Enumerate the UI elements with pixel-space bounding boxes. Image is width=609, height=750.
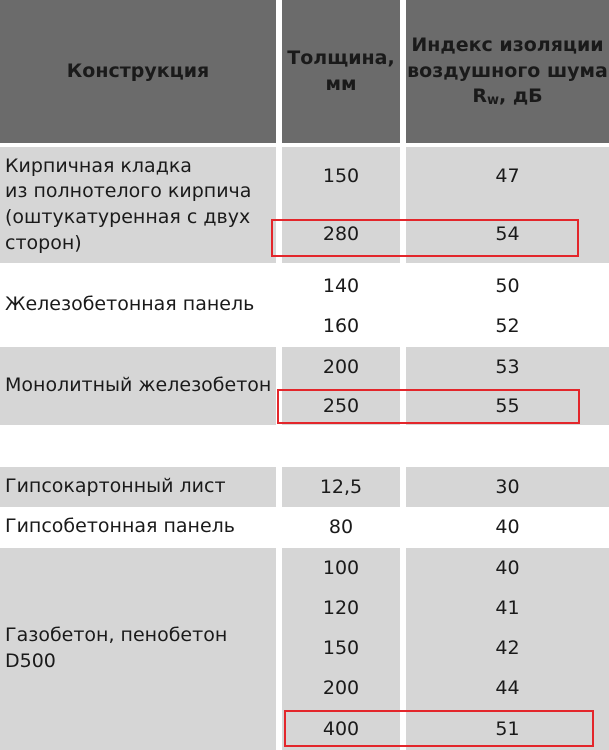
- index-cell: 42: [406, 628, 609, 668]
- index-cell: 51: [406, 708, 609, 750]
- table-row-name: Железобетонная панель: [5, 293, 255, 316]
- header-thickness-line2: мм: [325, 72, 357, 95]
- thickness-cell: 120: [282, 588, 400, 628]
- thickness-cell: 200: [282, 668, 400, 708]
- thickness-cell: 400: [282, 708, 400, 750]
- thickness-cell: 150: [282, 628, 400, 668]
- table-row-name: Монолитный железобетон: [0, 347, 276, 425]
- header-thickness: [282, 0, 400, 143]
- header-index-line2: воздушного шума: [407, 59, 608, 82]
- index-cell: 55: [406, 386, 609, 425]
- index-cell: 52: [495, 315, 520, 337]
- thickness-cell: 150: [282, 147, 400, 205]
- header-thickness-line1: Толщина,: [287, 46, 395, 69]
- index-cell: 40: [406, 548, 609, 588]
- index-cell: 50: [495, 275, 520, 297]
- highlight-box: [284, 710, 594, 747]
- thickness-cell: 250: [282, 386, 400, 425]
- thickness-cell: 200: [282, 347, 400, 386]
- thickness-cell: 80: [328, 516, 354, 538]
- thickness-cell: 100: [282, 548, 400, 588]
- index-cell: 53: [406, 347, 609, 386]
- row-name-multiline: Кирпичная кладка из полнотелого кирпича (оштукатуренная с двух сторон): [5, 154, 252, 254]
- index-cell: 41: [406, 588, 609, 628]
- header-index: [406, 0, 609, 143]
- table-row-name: Газобетон, пенобетон D500: [0, 548, 276, 750]
- thickness-cell: 140: [322, 275, 360, 297]
- thickness-cell: 12,5: [282, 467, 400, 507]
- index-cell: 47: [406, 147, 609, 205]
- thickness-cell: 280: [282, 205, 400, 263]
- highlight-box: [277, 389, 580, 424]
- index-cell: 40: [495, 516, 520, 538]
- header-construction-label: Конструкция: [66, 59, 210, 82]
- table-row-name: [0, 147, 276, 263]
- index-cell: 30: [406, 467, 609, 507]
- header-index-line1: Индекс изоляции: [411, 34, 604, 57]
- header-construction: [0, 0, 276, 143]
- table-row-name: Гипсобетонная панель: [5, 515, 236, 538]
- table-row-name: Гипсокартонный лист: [0, 467, 276, 507]
- thickness-cell: 160: [322, 315, 360, 337]
- highlight-box: [271, 219, 579, 257]
- header-index-line3: $R_w$, дБ: [472, 85, 543, 109]
- index-cell: 54: [406, 205, 609, 263]
- index-cell: 44: [406, 668, 609, 708]
